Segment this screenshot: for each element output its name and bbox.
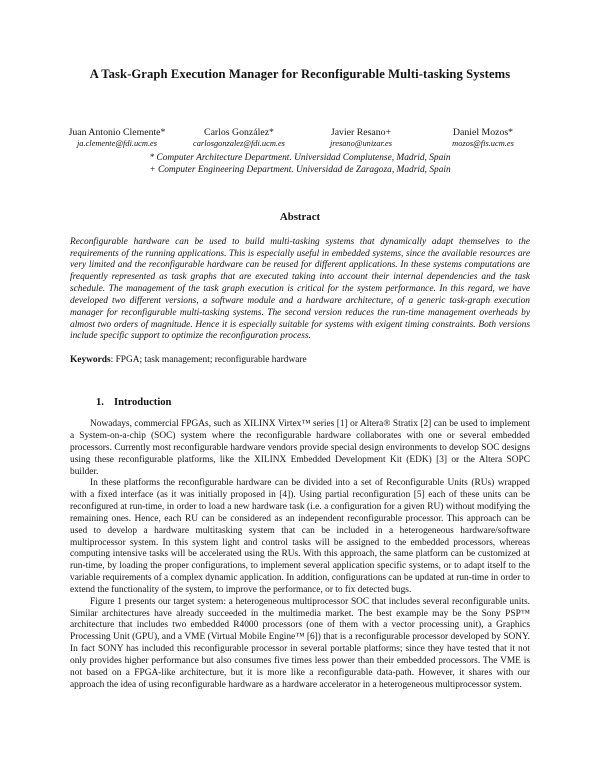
section-number: 1. xyxy=(96,397,104,409)
body-paragraph: In these platforms the reconfigurable hardware can be divided into a set of Reconfigurable Units (RUs) wrapped with a fixed interface (as it was initially proposed in [4]). Using partial reconfiguration [5] each of these units can be reconfigured at run-time, in order to load a new hardware task (i.e. a configuration for a given RU) without modifying the remaining ones. Hence, each RU can be considered as an independent reconfigurable processor. This approach can be used to develop a hardware multitasking system that can be included in a heterogeneous hardware/software multiprocessor system. In this system light and control tasks will be assigned to the embedded processors, whereas computing intensive tasks will be accelerated using the RUs. With this approach, the same platform can be customized at run-time, by loading the proper configurations, to implement several application specific systems, or to adapt itself to the variable requirements of a complex dynamic application. In addition, configurations can be updated at run-time in order to extend the functionality of the system, to improve the performance, or to fix detected bugs. xyxy=(70,478,530,595)
author-name: Carlos González* xyxy=(204,127,274,138)
keywords-line xyxy=(70,355,530,367)
author-block xyxy=(178,127,300,149)
keywords-text: : FPGA; task management; reconfigurable hardware xyxy=(110,355,307,366)
author-name: Juan Antonio Clemente* xyxy=(68,127,166,138)
author-email: mozos@fis.ucm.es xyxy=(452,138,514,148)
affiliations xyxy=(70,152,530,176)
author-name: Daniel Mozos* xyxy=(452,127,514,138)
body-paragraph: Nowadays, commercial FPGAs, such as XILINX Virtex™ series [1] or Altera® Stratix [2] can be used to implement a System-on-a-chip (SOC) system where the reconfigurable hardware collaborates with one or several embedded processors. Currently most reconfigurable hardware vendors provide special design environments to develop SOC designs using these reconfigurable platforms, like the XILINX Embedded Development Kit (EDK) [3] or the Altera SOPC builder. xyxy=(70,419,530,477)
abstract-heading: Abstract xyxy=(279,210,321,223)
affiliation-line: + Computer Engineering Department. Universidad de Zaragoza, Madrid, Spain xyxy=(149,165,451,176)
affiliation-line: * Computer Architecture Department. Universidad Complutense, Madrid, Spain xyxy=(149,153,451,164)
author-email: ja.clemente@fdi.ucm.es xyxy=(76,138,158,148)
author-block xyxy=(56,127,178,149)
abstract-text: Reconfigurable hardware can be used to build multi-tasking systems that dynamically adapt themselves to the requirements of the running applications. This is especially useful in embedded systems, since the available resources are very limited and the reconfigurable hardware can be reused for different applications. In these systems computations are frequently represented as task graphs that are executed taking into account their internal dependencies and the task schedule. The management of the task graph execution is critical for the system performance. In this regard, we have developed two different versions, a software module and a hardware architecture, of a generic task-graph execution manager for reconfigurable multi-tasking systems. The second version reduces the run-time management overheads by almost two orders of magnitude. Hence it is especially suitable for systems with exigent timing constraints. Both versions include specific support to optimize the reconfiguration process. xyxy=(70,236,530,342)
author-email: carlosgonzalez@fdi.ucm.es xyxy=(193,138,285,148)
paper-title: A Task-Graph Execution Manager for Reconfigurable Multi-tasking Systems xyxy=(89,67,511,81)
keywords-label: Keywords xyxy=(70,355,111,366)
author-name: Javier Resano+ xyxy=(330,127,392,138)
authors-row xyxy=(56,127,544,149)
author-block xyxy=(300,127,422,149)
section-heading-introduction xyxy=(96,397,530,408)
author-email: jresano@unizar.es xyxy=(329,138,393,148)
body-paragraph: Figure 1 presents our target system: a heterogeneous multiprocessor SOC that includes several reconfigurable units. Similar architectures have already succeeded in the multimedia market. The best example may be the Sony PSP™ architecture that includes two embedded R4000 processors (one of them with a vector processing unit), a Graphics Processing Unit (GPU), and a VME (Virtual Mobile Engine™ [6]) that is a reconfigurable processor developed by SONY. In fact SONY has included this reconfigurable processor in several portable platforms; since they have tested that it not only provides higher performance but also consumes five times less power than their embedded processors. The VME is not based on a FPGA-like architecture, but it is more like a reconfigurable data-path. However, it shares with our approach the idea of using reconfigurable hardware as a hardware accelerator in a heterogeneous multiprocessor system. xyxy=(70,596,530,690)
author-block xyxy=(422,127,544,149)
section-title: Introduction xyxy=(113,397,172,409)
